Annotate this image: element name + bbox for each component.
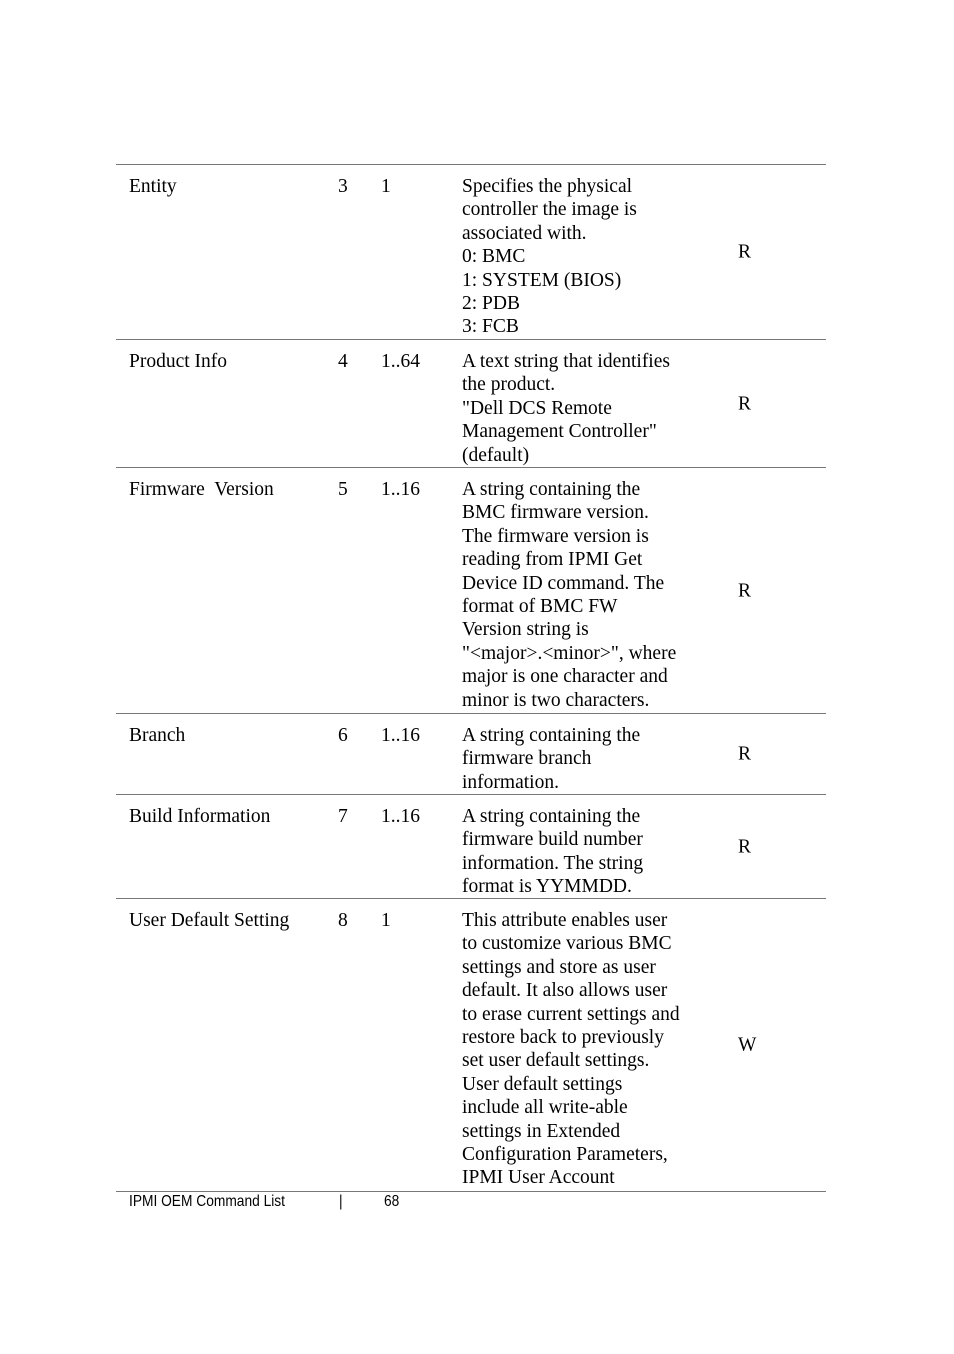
row-access: W bbox=[738, 1034, 757, 1056]
row-description bbox=[462, 478, 676, 712]
row-description bbox=[462, 175, 637, 339]
row-description bbox=[462, 350, 670, 467]
description-line: (default) bbox=[462, 444, 530, 466]
description-line: BMC firmware version. bbox=[462, 502, 649, 524]
description-line: Device ID command. The bbox=[462, 572, 665, 594]
row-name: Branch bbox=[129, 725, 186, 746]
row-description bbox=[462, 909, 680, 1190]
attribute-table bbox=[116, 164, 826, 1192]
description-line: the product. bbox=[462, 374, 556, 396]
row-length: 1..16 bbox=[381, 479, 420, 500]
description-line: Version string is bbox=[462, 619, 589, 641]
row-name: User Default Setting bbox=[129, 910, 290, 931]
table-row bbox=[116, 714, 826, 795]
description-line: information. bbox=[462, 771, 559, 793]
description-line: include all write-able bbox=[462, 1097, 628, 1119]
description-line: restore back to previously bbox=[462, 1027, 664, 1049]
description-line: reading from IPMI Get bbox=[462, 549, 643, 571]
description-line: to customize various BMC bbox=[462, 933, 672, 955]
description-line: minor is two characters. bbox=[462, 689, 650, 711]
description-line: information. The string bbox=[462, 852, 644, 874]
description-line: default. It also allows user bbox=[462, 980, 668, 1002]
description-line: A string containing the bbox=[462, 479, 641, 500]
row-length: 1..16 bbox=[381, 806, 420, 827]
row-description bbox=[462, 805, 643, 899]
row-length: 1..64 bbox=[381, 351, 420, 372]
description-line: 3: FCB bbox=[462, 316, 519, 338]
row-description bbox=[462, 724, 640, 794]
description-line: A string containing the bbox=[462, 725, 641, 746]
description-line: major is one character and bbox=[462, 666, 668, 688]
table-row bbox=[116, 468, 826, 714]
row-access: R bbox=[738, 743, 752, 765]
description-line: controller the image is bbox=[462, 199, 637, 221]
table-row bbox=[116, 899, 826, 1192]
row-id: 4 bbox=[338, 351, 348, 372]
footer-title: IPMI OEM Command List bbox=[129, 1193, 285, 1210]
description-line: Specifies the physical bbox=[462, 176, 633, 197]
row-name: Entity bbox=[129, 176, 177, 197]
description-line: format is YYMMDD. bbox=[462, 876, 632, 898]
row-name: Build Information bbox=[129, 806, 271, 827]
row-length: 1..16 bbox=[381, 725, 420, 746]
row-length: 1 bbox=[381, 176, 391, 197]
description-line: User default settings bbox=[462, 1073, 623, 1095]
row-id: 8 bbox=[338, 910, 348, 931]
row-name: Product Info bbox=[129, 351, 228, 372]
footer-separator: | bbox=[339, 1193, 343, 1210]
table-row bbox=[116, 340, 826, 468]
description-line: A text string that identifies bbox=[462, 351, 670, 372]
row-access: R bbox=[738, 835, 752, 857]
description-line: Management Controller" bbox=[462, 421, 657, 443]
description-line: 0: BMC bbox=[462, 246, 526, 268]
description-line: 1: SYSTEM (BIOS) bbox=[462, 269, 622, 291]
description-line: firmware build number bbox=[462, 829, 643, 851]
description-line: associated with. bbox=[462, 222, 587, 244]
description-line: 2: PDB bbox=[462, 293, 520, 315]
description-line: "Dell DCS Remote bbox=[462, 397, 612, 419]
table-row bbox=[116, 795, 826, 899]
row-name: Firmware Version bbox=[129, 479, 274, 500]
row-access: R bbox=[738, 241, 752, 263]
page-number: 68 bbox=[384, 1193, 400, 1210]
description-line: A string containing the bbox=[462, 806, 641, 827]
description-line: settings and store as user bbox=[462, 956, 656, 978]
row-access: R bbox=[738, 579, 752, 601]
row-id: 6 bbox=[338, 725, 348, 746]
description-line: to erase current settings and bbox=[462, 1003, 680, 1025]
row-length: 1 bbox=[381, 910, 391, 931]
description-line: This attribute enables user bbox=[462, 910, 668, 931]
description-line: set user default settings. bbox=[462, 1050, 650, 1072]
row-id: 3 bbox=[338, 176, 348, 197]
description-line: format of BMC FW bbox=[462, 596, 618, 618]
row-access: R bbox=[738, 392, 752, 414]
row-id: 7 bbox=[338, 806, 348, 827]
row-id: 5 bbox=[338, 479, 348, 500]
description-line: IPMI User Account bbox=[462, 1167, 615, 1189]
description-line: firmware branch bbox=[462, 748, 592, 770]
table-row bbox=[116, 165, 826, 340]
description-line: settings in Extended bbox=[462, 1120, 621, 1142]
description-line: "<major>.<minor>", where bbox=[462, 642, 677, 664]
description-line: Configuration Parameters, bbox=[462, 1144, 668, 1166]
description-line: The firmware version is bbox=[462, 525, 649, 547]
